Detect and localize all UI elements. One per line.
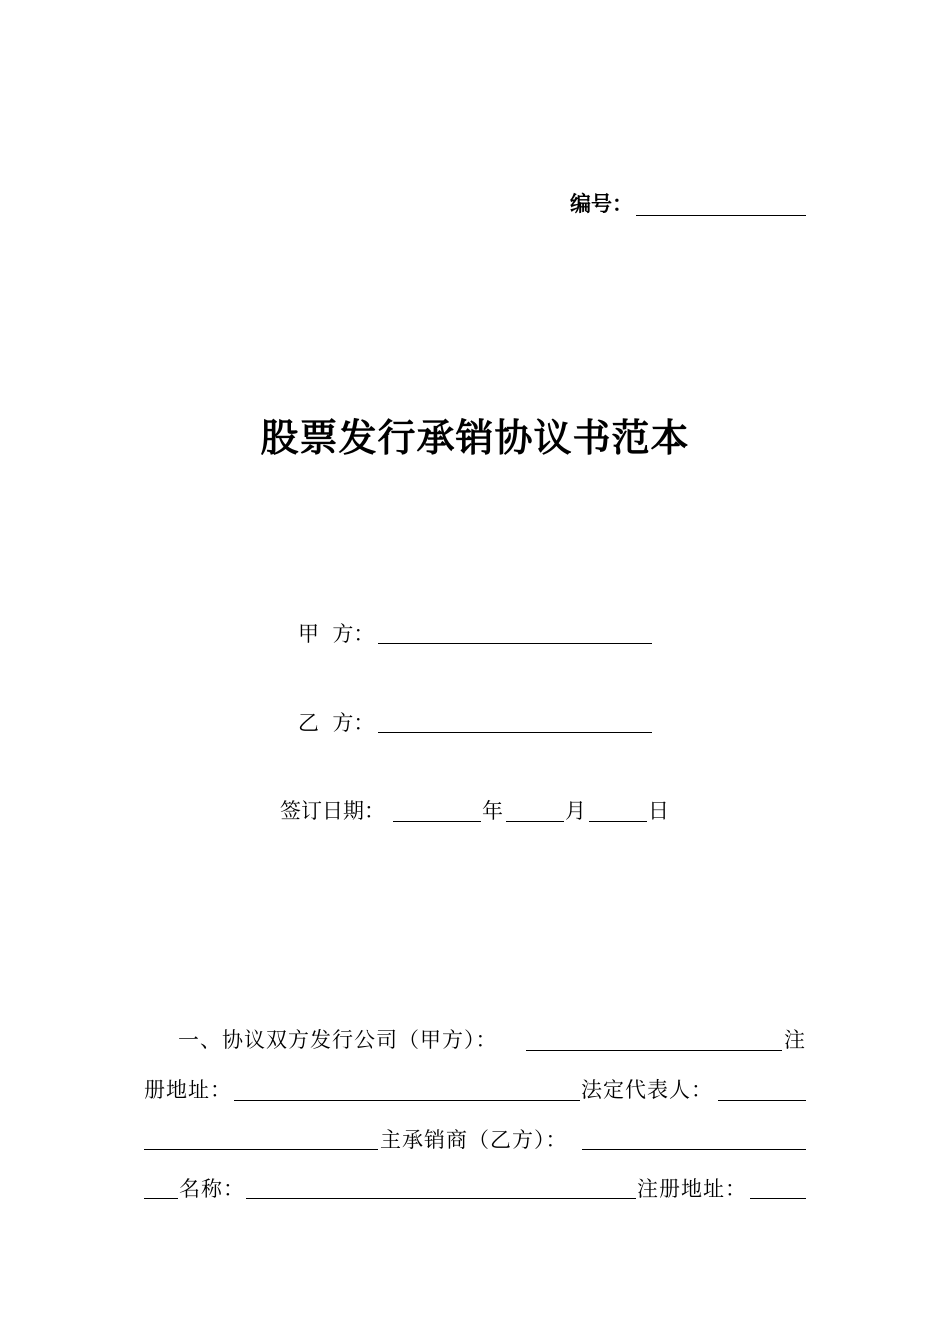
- party-a-label: 甲 方：: [298, 622, 375, 646]
- legal-representative-label: 法定代表人：: [581, 1078, 713, 1102]
- document-title: 股票发行承销协议书范本: [260, 416, 690, 460]
- party-b-label: 乙 方：: [298, 711, 375, 735]
- party-a-blank[interactable]: [378, 643, 652, 644]
- sign-date-label: 签订日期：: [280, 799, 385, 823]
- sign-date-year-blank[interactable]: [393, 821, 481, 822]
- sign-date-month-blank[interactable]: [506, 821, 564, 822]
- legal-representative-blank[interactable]: [718, 1100, 806, 1101]
- sign-date-month-label: 月: [565, 799, 586, 823]
- sign-date-day-label: 日: [648, 799, 669, 823]
- body-line-1-tail: 注: [784, 1028, 806, 1052]
- underwriter-address-blank[interactable]: [750, 1198, 806, 1199]
- lead-underwriter-blank-cont[interactable]: [144, 1198, 178, 1199]
- document-number-label: 编号：: [570, 192, 633, 216]
- body-line-2-text: 册地址：: [144, 1078, 232, 1102]
- lead-underwriter-blank[interactable]: [582, 1149, 806, 1150]
- issuer-company-blank[interactable]: [526, 1050, 782, 1051]
- document-number-blank[interactable]: [636, 215, 806, 216]
- name-blank[interactable]: [246, 1198, 636, 1199]
- body-line-1-text: 一、协议双方发行公司（甲方）：: [178, 1028, 498, 1052]
- sign-date-year-label: 年: [482, 799, 503, 823]
- name-label: 名称：: [179, 1177, 245, 1201]
- party-b-blank[interactable]: [378, 732, 652, 733]
- lead-underwriter-label: 主承销商（乙方）：: [380, 1128, 568, 1152]
- legal-representative-blank-cont[interactable]: [144, 1149, 378, 1150]
- underwriter-address-label: 注册地址：: [637, 1177, 747, 1201]
- registered-address-blank[interactable]: [234, 1100, 580, 1101]
- sign-date-day-blank[interactable]: [589, 821, 647, 822]
